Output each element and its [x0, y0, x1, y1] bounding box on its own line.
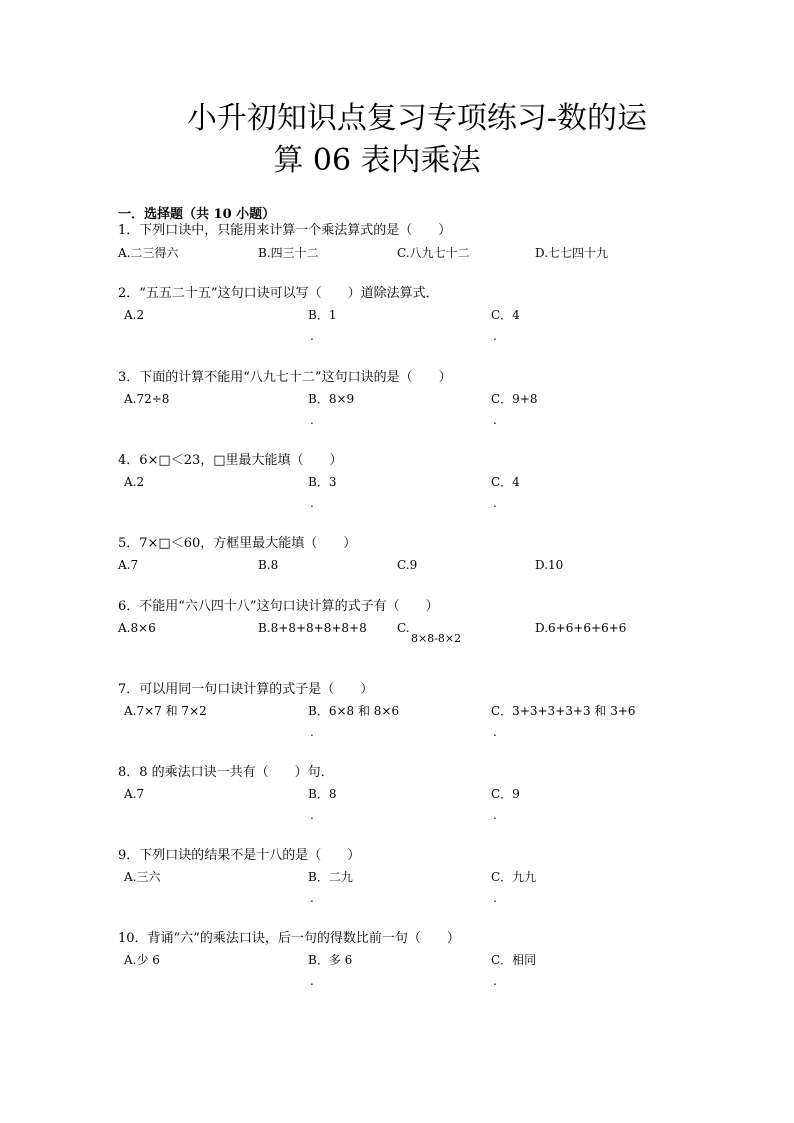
- q6-option-c-expression: 8×8-8×2: [411, 632, 462, 645]
- q5-option-c: C.9: [397, 558, 418, 572]
- q2-dot-b: .: [310, 329, 314, 343]
- question-10: 10．背诵“六”的乘法口诀，后一句的得数比前一句（ ）: [118, 931, 460, 946]
- q1-option-c: C.八九七十二: [397, 246, 470, 260]
- q4-dot-c: .: [493, 496, 497, 510]
- q3-option-b: B．8×9: [308, 392, 355, 406]
- q9-option-b: B．二九: [308, 870, 353, 884]
- q7-option-b: B．6×8 和 8×6: [308, 704, 400, 718]
- question-6: 6．不能用“六八四十八”这句口诀计算的式子有（ ）: [118, 599, 439, 614]
- q9-dot-c: .: [493, 891, 497, 905]
- q7-dot-c: .: [493, 725, 497, 739]
- q4-dot-b: .: [310, 496, 314, 510]
- question-1: 1．下列口诀中，只能用来计算一个乘法算式的是（ ）: [118, 223, 452, 238]
- q2-option-a: A.2: [124, 308, 145, 322]
- section-heading: 一．选择题（共 10 小题）: [118, 207, 276, 222]
- page-title-line1: 小升初知识点复习专项练习-数的运: [186, 101, 648, 136]
- q7-option-a: A.7×7 和 7×2: [124, 704, 207, 718]
- q8-option-c: C．9: [491, 787, 520, 801]
- q1-option-a: A.二三得六: [118, 246, 179, 260]
- q3-option-c: C．9+8: [491, 392, 538, 406]
- question-8: 8．8 的乘法口诀一共有（ ）句．: [118, 765, 334, 780]
- question-4: 4．6×□＜23，□里最大能填（ ）: [118, 453, 343, 468]
- q8-dot-b: .: [310, 808, 314, 822]
- q6-option-b: B.8+8+8+8+8+8: [258, 621, 367, 635]
- q1-option-d: D.七七四十九: [535, 246, 609, 260]
- q10-option-a: A.少 6: [124, 953, 160, 967]
- question-2: 2．“五五二十五”这句口诀可以写（ ）道除法算式．: [118, 286, 439, 301]
- q10-dot-c: .: [493, 974, 497, 988]
- q10-option-c: C．相同: [491, 953, 537, 967]
- q6-option-a: A.8×6: [118, 621, 156, 635]
- q8-option-a: A.7: [124, 787, 145, 801]
- q10-option-b: B．多 6: [308, 953, 353, 967]
- q2-dot-c: .: [493, 329, 497, 343]
- q3-dot-c: .: [493, 413, 497, 427]
- q9-dot-b: .: [310, 891, 314, 905]
- q6-option-c: C.: [397, 621, 410, 635]
- q4-option-a: A.2: [124, 475, 145, 489]
- q2-option-c: C．4: [491, 308, 520, 322]
- q5-option-b: B.8: [258, 558, 279, 572]
- q3-dot-b: .: [310, 413, 314, 427]
- q2-option-b: B．1: [308, 308, 337, 322]
- q4-option-c: C．4: [491, 475, 520, 489]
- q4-option-b: B．3: [308, 475, 337, 489]
- q7-option-c: C．3+3+3+3+3 和 3+6: [491, 704, 636, 718]
- q6-option-d: D.6+6+6+6+6: [535, 621, 627, 635]
- q5-option-d: D.10: [535, 558, 564, 572]
- q9-option-a: A.三六: [124, 870, 161, 884]
- q1-option-b: B.四三十二: [258, 246, 319, 260]
- q3-option-a: A.72÷8: [124, 392, 170, 406]
- q10-dot-b: .: [310, 974, 314, 988]
- q9-option-c: C．九九: [491, 870, 537, 884]
- page-title-line2: 算 06 表内乘法: [273, 143, 481, 178]
- q8-option-b: B．8: [308, 787, 337, 801]
- question-9: 9．下列口诀的结果不是十八的是（ ）: [118, 848, 361, 863]
- q8-dot-c: .: [493, 808, 497, 822]
- q7-dot-b: .: [310, 725, 314, 739]
- q5-option-a: A.7: [118, 558, 139, 572]
- question-7: 7．可以用同一句口诀计算的式子是（ ）: [118, 682, 374, 697]
- question-3: 3．下面的计算不能用“八九七十二”这句口诀的是（ ）: [118, 370, 452, 385]
- question-5: 5．7×□＜60，方框里最大能填（ ）: [118, 536, 357, 551]
